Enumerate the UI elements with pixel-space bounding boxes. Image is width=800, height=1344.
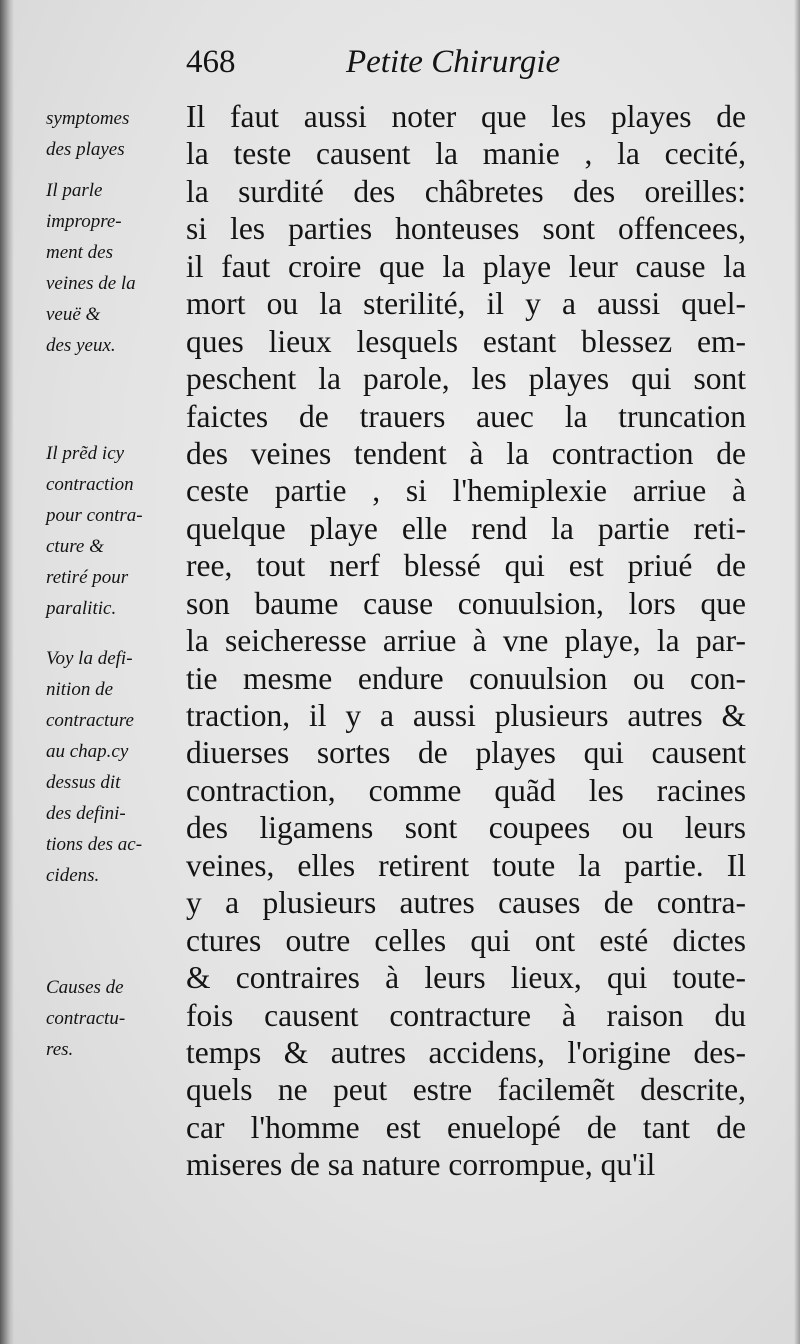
- text-line: fois causent contracture à raison du: [186, 997, 746, 1033]
- margin-note-line: contraction: [46, 474, 134, 495]
- margin-note-veines: [46, 175, 182, 361]
- text-line: y a plusieurs autres causes de contra-: [186, 885, 746, 921]
- text-line: temps & autres accidens, l'origine des-: [186, 1034, 746, 1070]
- margin-note-line: res.: [46, 1039, 74, 1060]
- text-line: car l'homme est enuelopé de tant de: [186, 1109, 746, 1145]
- page-header: [186, 44, 746, 88]
- margin-note-line: paralitic.: [46, 598, 117, 619]
- text-line: ques lieux lesquels estant blessez em-: [186, 323, 746, 359]
- margin-note-line: dessus dit: [46, 772, 121, 793]
- text-line: des ligamens sont coupees ou leurs: [186, 810, 746, 846]
- margin-note-line: retiré pour: [46, 567, 129, 588]
- margin-note-line: des yeux.: [46, 335, 116, 356]
- text-line: la seicheresse arriue à vne playe, la par-: [186, 623, 746, 659]
- text-line: des veines tendent à la contraction de: [186, 435, 746, 471]
- text-line: il faut croire que la playe leur cause la: [186, 248, 746, 284]
- text-line: ceste partie , si l'hemiplexie arriue à: [186, 473, 746, 509]
- margin-note-line: contracture: [46, 710, 134, 731]
- page-number: 468: [186, 44, 236, 80]
- text-line: quels ne peut estre facilemẽt descrite,: [186, 1072, 746, 1108]
- text-line: ctures outre celles qui ont esté dictes: [186, 922, 746, 958]
- text-line: tie mesme endure conuulsion ou con-: [186, 660, 746, 696]
- text-line: peschent la parole, les playes qui sont: [186, 361, 746, 397]
- page-edge-shadow: [794, 0, 800, 1344]
- margin-note-line: des playes: [46, 139, 125, 160]
- margin-note-line: nition de: [46, 679, 114, 700]
- margin-note-line: tions des ac-: [46, 834, 143, 855]
- margin-note-line: au chap.cy: [46, 741, 129, 762]
- text-line: traction, il y a aussi plusieurs autres &: [186, 698, 746, 733]
- margin-note-line: veines de la: [46, 273, 136, 294]
- margin-note-line: Il prẽd icy: [46, 443, 125, 464]
- text-line: veines, elles retirent toute la partie. Il: [186, 847, 746, 883]
- margin-note-line: impropre-: [46, 211, 122, 232]
- text-line: la teste causent la manie , la cecité,: [186, 136, 746, 172]
- running-title: Petite Chirurgie: [346, 44, 561, 80]
- margin-note-line: des defini-: [46, 803, 126, 824]
- margin-note-causes: [46, 972, 182, 1065]
- margin-note-definition: [46, 643, 182, 891]
- main-text-block: [186, 98, 746, 1184]
- margin-note-line: cture &: [46, 536, 104, 557]
- margin-note-contraction: [46, 438, 182, 624]
- margin-note-line: cidens.: [46, 865, 100, 886]
- text-line: faictes de trauers auec la truncation: [186, 398, 746, 434]
- text-line: la surdité des châbretes des oreilles:: [186, 173, 746, 209]
- text-line: si les parties honteuses sont offencees,: [186, 211, 746, 247]
- margin-note-line: Voy la defi-: [46, 648, 133, 669]
- text-line: son baume cause conuulsion, lors que: [186, 585, 746, 621]
- text-line: mort ou la sterilité, il y a aussi quel-: [186, 286, 746, 322]
- text-line: quelque playe elle rend la partie reti-: [186, 510, 746, 546]
- text-line: miseres de sa nature corrompue, qu'il: [186, 1147, 656, 1183]
- text-line: & contraires à leurs lieux, qui toute-: [186, 960, 746, 996]
- margin-note-line: Il parle: [46, 180, 103, 201]
- margin-note-line: ment des: [46, 242, 114, 263]
- margin-note-line: contractu-: [46, 1008, 126, 1029]
- margin-note-line: symptomes: [46, 108, 130, 129]
- text-line: contraction, comme quãd les racines: [186, 772, 746, 808]
- text-line: diuerses sortes de playes qui causent: [186, 735, 746, 771]
- margin-note-line: pour contra-: [46, 505, 143, 526]
- margin-note-line: Causes de: [46, 977, 124, 998]
- margin-note-line: veuë &: [46, 304, 101, 325]
- margin-note-symptomes: [46, 103, 182, 165]
- text-line: Il faut aussi noter que les playes de: [186, 99, 746, 134]
- page-binding-shadow: [0, 0, 14, 1344]
- text-line: ree, tout nerf blessé qui est priué de: [186, 548, 746, 584]
